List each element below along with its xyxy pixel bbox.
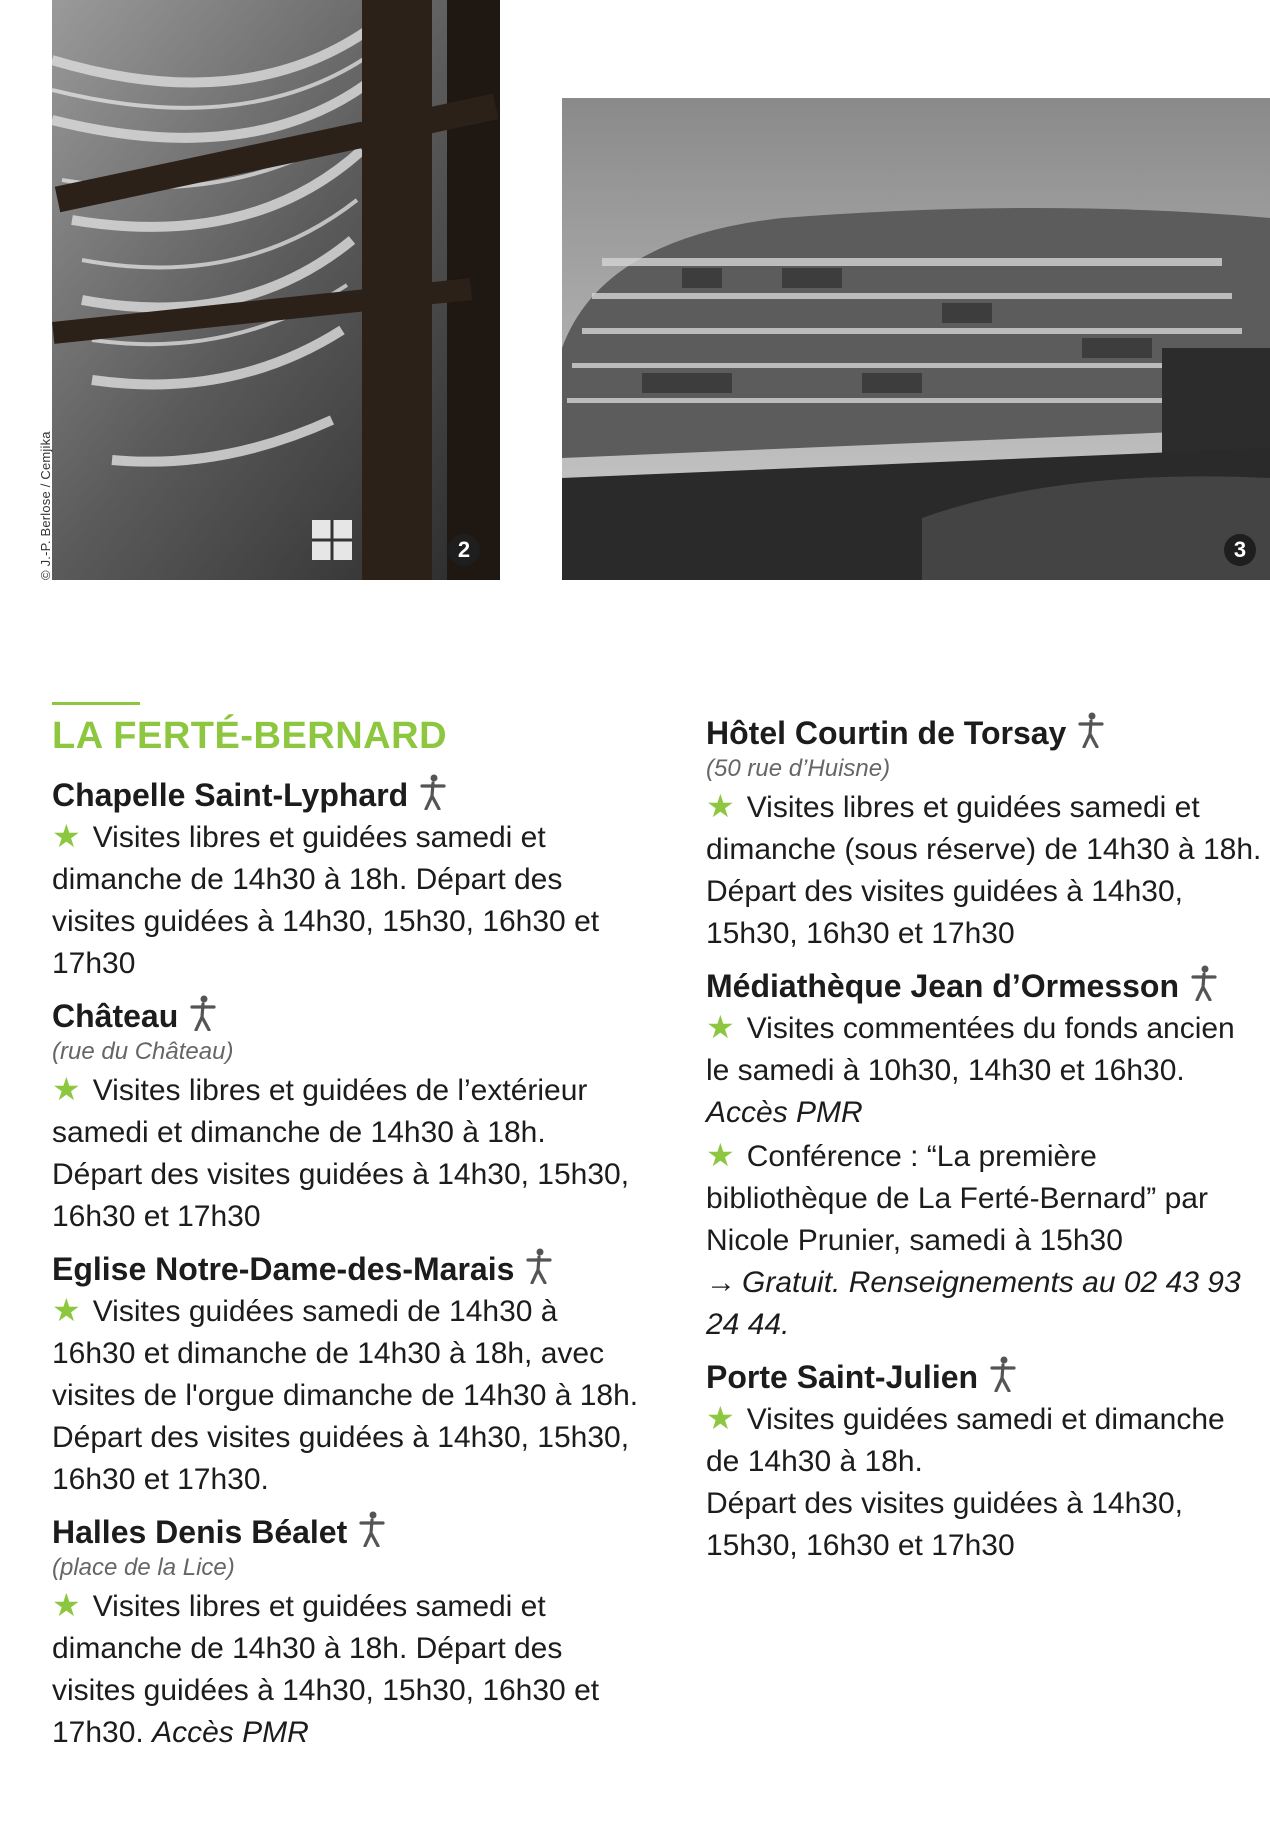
walking-person-icon (420, 774, 446, 810)
entry-heading (706, 965, 1266, 1006)
entry-description (52, 815, 642, 985)
accessibility-note: Accès PMR (152, 1716, 309, 1749)
entry-text: Visites libres et guidées samedi et dimanche (sous réserve) de 14h30 à 18h. Départ des visites guidées à 14h30, 15h30, 16h30 et 17h30 (706, 791, 1262, 950)
right-column (706, 712, 1266, 1577)
star-icon: ★ (706, 1137, 735, 1173)
timber-roof-image (52, 0, 500, 580)
arrow-right-icon: → (706, 1266, 736, 1299)
entry-description (52, 1289, 642, 1501)
entry-text: Visites commentées du fonds ancien le samedi à 10h30, 14h30 et 16h30. (706, 1012, 1235, 1087)
accessibility-note: Accès PMR (706, 1096, 863, 1129)
left-column (52, 712, 642, 1764)
walking-person-icon (359, 1511, 385, 1547)
entry-name: Halles Denis Béalet (52, 1514, 348, 1550)
entry-name: Médiathèque Jean d’Ormesson (706, 968, 1180, 1004)
entry-text: Visites libres et guidées samedi et dimanche de 14h30 à 18h. Départ des visites guidées à 14h30, 15h30, 16h30 et 17h30. (52, 1590, 600, 1749)
walking-person-icon (526, 1248, 552, 1284)
walking-person-icon (990, 1356, 1016, 1392)
entry-description (706, 1006, 1266, 1134)
entry-text: Visites guidées samedi de 14h30 à 16h30 et dimanche de 14h30 à 18h, avec visites de l'orgue dimanche de 14h30 à 18h. Départ des visites guidées à 14h30, 15h30, 16h30 et 17h30. (52, 1295, 639, 1496)
star-icon: ★ (52, 1071, 81, 1107)
entry-description (52, 1068, 642, 1238)
star-icon: ★ (52, 1587, 81, 1623)
section-title: LA FERTÉ-BERNARD (52, 715, 448, 757)
entry-heading (52, 774, 642, 815)
entry-info (706, 1262, 1266, 1346)
entry-chapelle (52, 774, 642, 985)
entry-address: (rue du Château) (52, 1038, 234, 1065)
section-rule (52, 702, 140, 705)
entry-halles (52, 1511, 642, 1754)
entry-address: (place de la Lice) (52, 1554, 235, 1581)
entry-text: Visites libres et guidées de l’extérieur samedi et dimanche de 14h30 à 18h. Départ des visites guidées à 14h30, 15h30, 16h30 et 17h30 (52, 1074, 630, 1233)
photo-credit: © J.-P. Berlose / Cemjika (38, 431, 53, 580)
entry-description-line2: Départ des visites guidées à 14h30, 15h30, 16h30 et 17h30 (706, 1487, 1183, 1562)
entry-porte-saint-julien (706, 1356, 1266, 1567)
entry-heading (52, 995, 642, 1036)
entry-address: (50 rue d’Huisne) (706, 755, 891, 782)
entry-heading (52, 1511, 642, 1552)
entry-chateau (52, 995, 642, 1238)
walking-person-icon (1191, 965, 1217, 1001)
entry-heading (706, 712, 1266, 753)
star-icon: ★ (52, 1292, 81, 1328)
photo-number-badge: 2 (448, 534, 480, 566)
entry-description (52, 1584, 642, 1754)
entry-name: Château (52, 998, 179, 1034)
info-text: Gratuit. Renseignements au 02 43 93 24 44. (706, 1266, 1241, 1341)
star-icon: ★ (52, 818, 81, 854)
walking-person-icon (1078, 712, 1104, 748)
entry-text: Visites guidées samedi et dimanche de 14h30 à 18h. (706, 1403, 1225, 1478)
photo-mediatheque-building (562, 98, 1270, 580)
entry-heading (52, 1248, 642, 1289)
mediatheque-image (562, 98, 1270, 580)
entry-text: Visites libres et guidées samedi et dimanche de 14h30 à 18h. Départ des visites guidées à 14h30, 15h30, 16h30 et 17h30 (52, 821, 600, 980)
entry-name: Eglise Notre-Dame-des-Marais (52, 1251, 515, 1287)
walking-person-icon (190, 995, 216, 1031)
entry-eglise (52, 1248, 642, 1501)
star-icon: ★ (706, 788, 735, 824)
entry-description (706, 785, 1266, 955)
entry-mediatheque (706, 965, 1266, 1346)
entry-description (706, 1397, 1266, 1483)
star-icon: ★ (706, 1400, 735, 1436)
entry-heading (706, 1356, 1266, 1397)
entry-name: Porte Saint-Julien (706, 1359, 979, 1395)
entry-hotel-courtin (706, 712, 1266, 955)
conference-text: Conférence : “La première bibliothèque de La Ferté-Bernard” par Nicole Prunier, samedi à 15h30 (706, 1140, 1208, 1257)
star-icon: ★ (706, 1009, 735, 1045)
entry-conference (706, 1134, 1266, 1262)
photo-number-badge: 3 (1224, 534, 1256, 566)
entry-name: Hôtel Courtin de Torsay (706, 715, 1067, 751)
entry-name: Chapelle Saint-Lyphard (52, 777, 409, 813)
photo-chapel-timber-roof (52, 0, 500, 580)
